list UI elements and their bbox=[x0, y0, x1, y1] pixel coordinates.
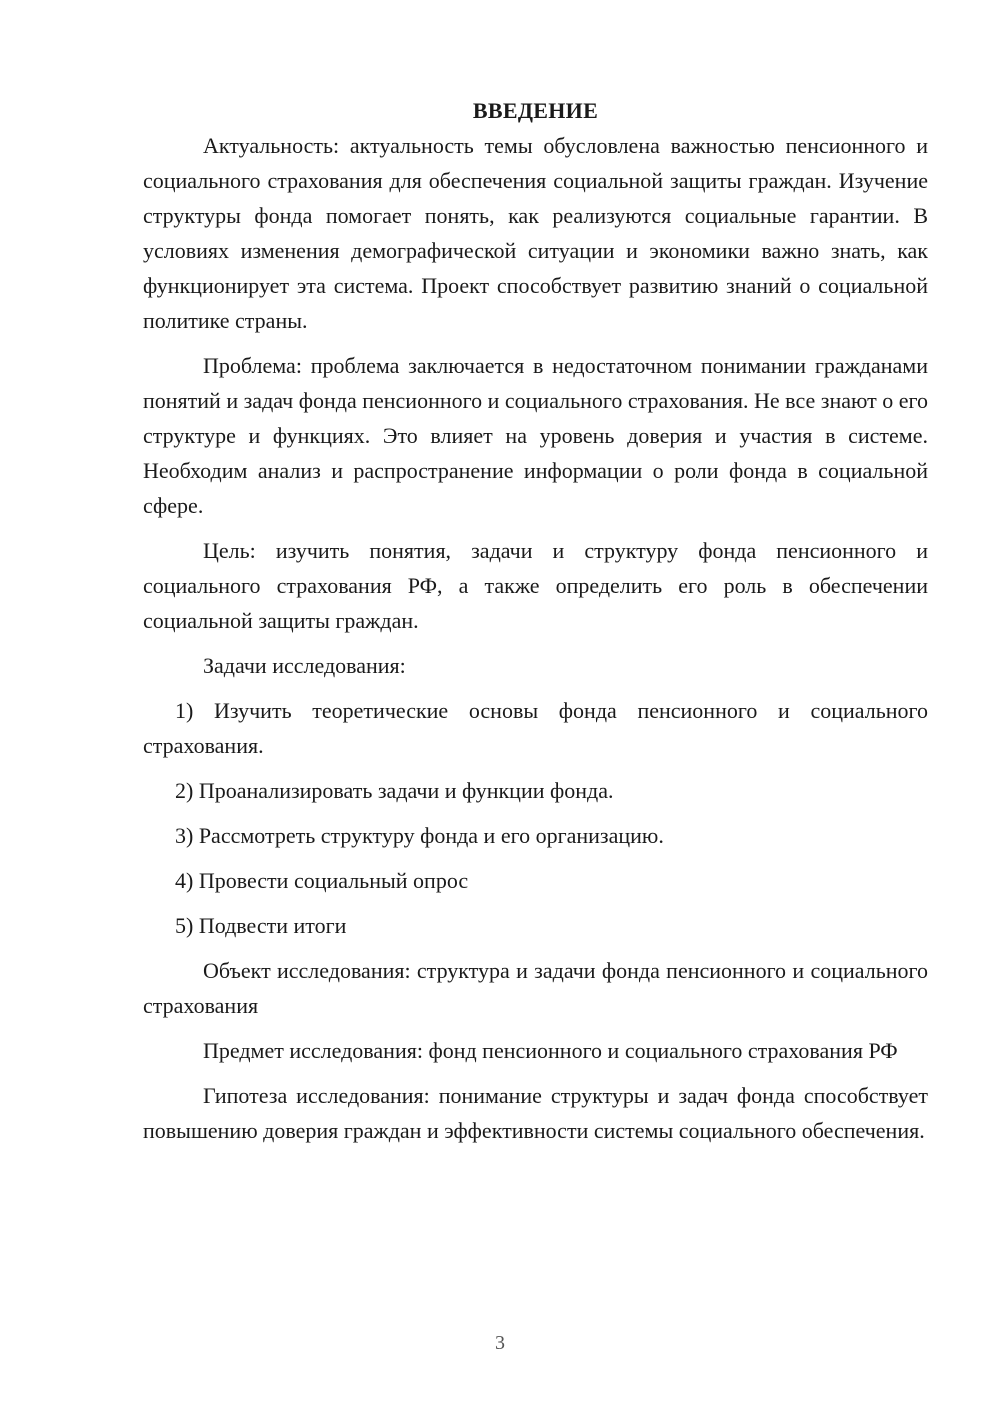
paragraph-subject: Предмет исследования: фонд пенсионного и социального страхования РФ bbox=[203, 1038, 898, 1063]
paragraph-tasks-heading: Задачи исследования: bbox=[203, 653, 406, 678]
document-page bbox=[143, 96, 928, 1158]
task-item: 3) Рассмотреть структуру фонда и его организацию. bbox=[175, 823, 664, 848]
section-heading: ВВЕДЕНИЕ bbox=[472, 98, 599, 123]
task-item: 4) Провести социальный опрос bbox=[175, 868, 469, 893]
task-item: 2) Проанализировать задачи и функции фонда. bbox=[175, 778, 614, 803]
paragraph-problem: Проблема: проблема заключается в недостаточном понимании гражданами понятий и задач фонда пенсионного и социального страхования. Не все знают о его структуре и функциях. Это влияет на уровень доверия и участия в системе. Необходим анализ и распространение информации о роли фонда в социальной сфере. bbox=[143, 353, 928, 518]
page-number: 3 bbox=[495, 1332, 505, 1354]
paragraph-relevance: Актуальность: актуальность темы обусловлена важностью пенсионного и социального страхования для обеспечения социальной защиты граждан. Изучение структуры фонда помогает понять, как реализуются социальные гарантии. В условиях изменения демографической ситуации и экономики важно знать, как функционирует эта система. Проект способствует развитию знаний о социальной политике страны. bbox=[143, 133, 928, 333]
task-item: 5) Подвести итоги bbox=[175, 913, 347, 938]
paragraph-goal: Цель: изучить понятия, задачи и структуру фонда пенсионного и социального страхования РФ, а также определить его роль в обеспечении социальной защиты граждан. bbox=[143, 538, 928, 633]
task-item: 1) Изучить теоретические основы фонда пенсионного и социального страхования. bbox=[143, 698, 928, 758]
paragraph-hypothesis: Гипотеза исследования: понимание структуры и задач фонда способствует повышению доверия граждан и эффективности системы социального обеспечения. bbox=[143, 1083, 928, 1143]
paragraph-object: Объект исследования: структура и задачи фонда пенсионного и социального страхования bbox=[143, 958, 928, 1018]
